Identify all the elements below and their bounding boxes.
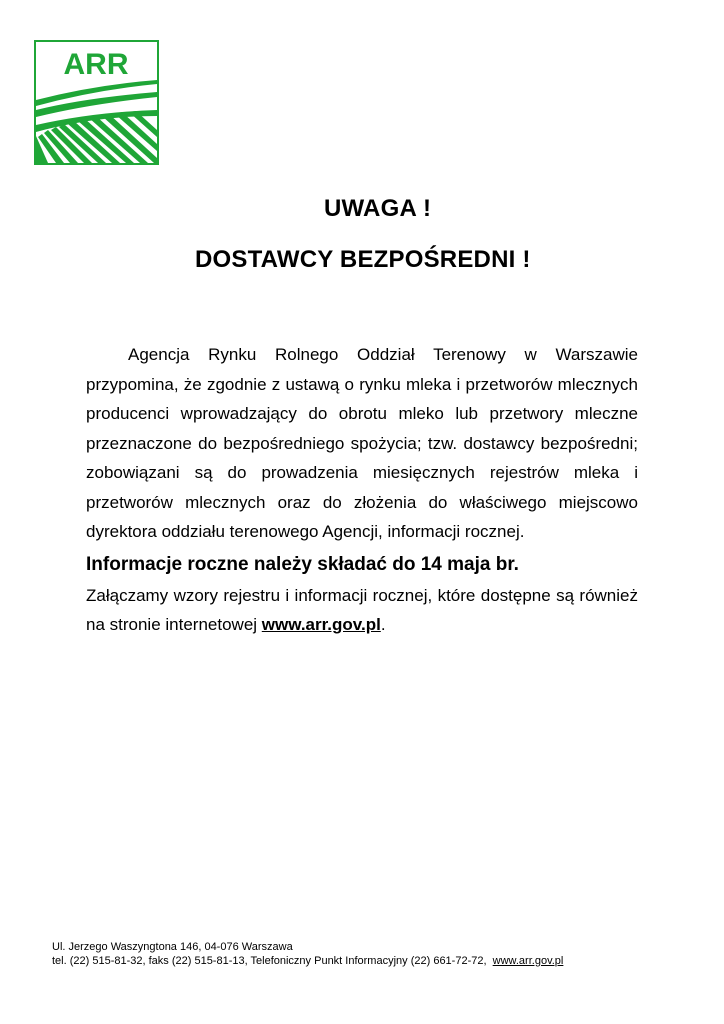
heading-direct-suppliers: DOSTAWCY BEZPOŚREDNI !: [195, 246, 531, 273]
footer-contact-line: [52, 954, 563, 968]
deadline-notice: Informacje roczne należy składać do 14 maja br.: [86, 553, 519, 575]
paragraph-3-end: .: [380, 615, 386, 634]
heading-warning: UWAGA !: [324, 195, 432, 222]
arr-logo-graphic: [34, 40, 159, 165]
footer: [52, 940, 563, 968]
footer-contact: tel. (22) 515-81-32, faks (22) 515-81-13, Telefoniczny Punkt Informacyjny (22) 661-72-72,: [52, 955, 487, 967]
arr-logo: [34, 40, 159, 165]
footer-address: Ul. Jerzego Waszyngtona 146, 04-076 Warszawa: [52, 941, 293, 953]
body-paragraph-3: [86, 581, 638, 640]
website-link[interactable]: www.arr.gov.pl: [261, 615, 381, 634]
paragraph-3-text: Załączamy wzory rejestru i informacji rocznej, które dostępne są również na stronie internetowej: [86, 585, 638, 634]
footer-website-link[interactable]: www.arr.gov.pl: [492, 955, 564, 967]
logo-text: ARR: [63, 48, 129, 81]
body-paragraph-1: Agencja Rynku Rolnego Oddział Terenowy w Warszawie przypomina, że zgodnie z ustawą o rynku mleka i przetworów mlecznych producenci wprowadzający do obrotu mleko lub przetwory mleczne przeznaczone do bezpośredniego spożycia; tzw. dostawcy bezpośredni; zobowiązani są do prowadzenia miesięcznych rejestrów mleka i przetworów mlecznych oraz do złożenia do właściwego miejscowo dyrektora oddziału terenowego Agencji, informacji rocznej.: [86, 345, 638, 541]
body-text: [86, 340, 638, 640]
